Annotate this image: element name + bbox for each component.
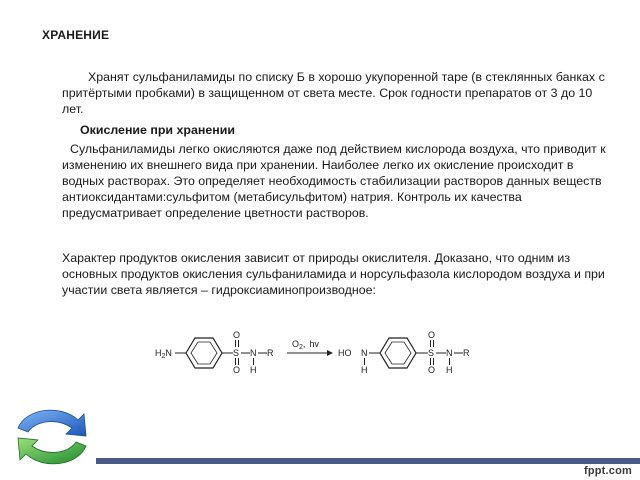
sulfur-atom-left: S (233, 348, 240, 358)
reagent-label: $O_2$, hv (292, 339, 319, 351)
amide-hydrogen-left: H (250, 365, 257, 375)
amide-nitrogen-left: N (250, 348, 257, 358)
amide-nitrogen-right: N (446, 348, 453, 358)
oxidation-paragraph: Сульфаниламиды легко окисляются даже под действием кислорода воздуха, что приводит к изменению их внешнего вида при хранении. Наиболее легко их окисление происходит в водных растворах. Это определяет необходимость стабилизации растворов данных веществ антиоксидантами:сульфитом (метабисульфитом) натрия. Контроль их качества предусматривает определение цветности растворов. (62, 142, 606, 220)
oxygen-bottom-right: O (428, 365, 436, 375)
oxygen-top-left: O (233, 330, 241, 340)
slide-heading: ХРАНЕНИЕ (42, 28, 110, 42)
radical-r-left: R (267, 348, 274, 358)
footer-area (96, 464, 640, 480)
oxidation-subheading: Окисление при хранении (80, 123, 235, 137)
storage-paragraph: Хранят сульфаниламиды по списку Б в хорошо укупоренной таре (в стеклянных банках с притёртыми пробками) в защищенном от света месте. Срок годности препаратов от 3 до 10 лет. (62, 70, 605, 116)
hydroxyamine-nitrogen: N (361, 348, 368, 358)
sulfur-atom-right: S (428, 348, 435, 358)
brand-label: fppt.com (583, 465, 632, 477)
radical-r-right: R (463, 348, 470, 358)
hydroxy-group-label: HO (338, 348, 352, 358)
fppt-logo-icon (6, 398, 98, 478)
amino-group-label: $H_2N$ (155, 348, 172, 360)
oxygen-top-right: O (428, 330, 436, 340)
oxygen-bottom-left: O (233, 365, 241, 375)
reaction-scheme (0, 325, 640, 385)
hydroxyamine-hydrogen: H (361, 365, 368, 375)
oxidation-products-paragraph: Характер продуктов окисления зависит от природы окислителя. Доказано, что одним из основных продуктов окисления сульфаниламида и норсульфазола кислородом воздуха и при участии света является – гидроксиаминопроизводное: (62, 251, 605, 297)
amide-hydrogen-right: H (446, 365, 453, 375)
